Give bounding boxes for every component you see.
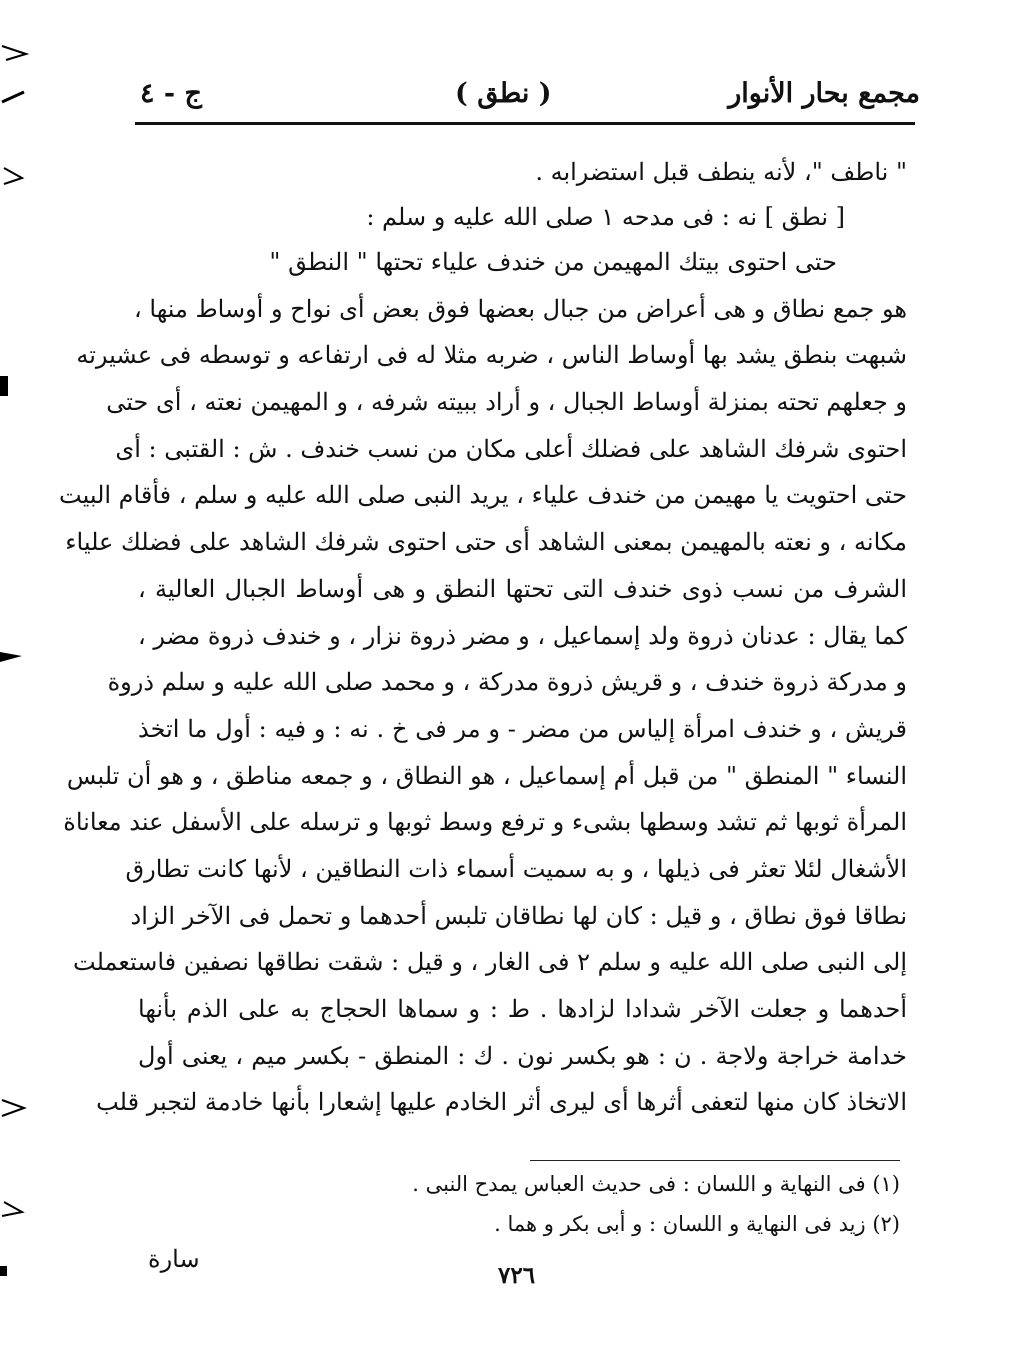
scan-edge-mark-icon xyxy=(0,646,30,666)
text-line: حتى احتويت يا مهيمن من خندف علياء ، يريد النبى صلى الله عليه و سلم ، فأقام البيت xyxy=(59,481,907,509)
text-line: كما يقال : عدنان ذروة ولد إسماعيل ، و مضر ذروة نزار ، و خندف ذروة مضر ، xyxy=(138,622,907,650)
footnote: (١) فى النهاية و اللسان : فى حديث العباس يمدح النبى . xyxy=(412,1172,900,1196)
text-line: و جعلهم تحته بمنزلة أوساط الجبال ، و أراد ببيته شرفه ، و المهيمن نعته ، أى حتى xyxy=(106,388,907,416)
text-line: و مدركة ذروة خندف ، و قريش ذروة مدركة ، و محمد صلى الله عليه و سلم ذروة xyxy=(107,668,907,696)
volume-number: ج - ٤ xyxy=(140,78,202,109)
entry-word: ( نطق ) xyxy=(455,78,552,109)
text-line: نطاقا فوق نطاق ، و قيل : كان لها نطاقان تلبس أحدهما و تحمل فى الآخر الزاد xyxy=(130,902,907,930)
text-line: الاتخاذ كان منها لتعفى أثرها أى ليرى أثر الخادم عليها إشعارا بأنها خادمة لتجبر قلب xyxy=(96,1088,907,1116)
scan-edge-mark-icon xyxy=(0,376,30,396)
owner-stamp: سارة xyxy=(148,1245,200,1273)
text-line: " ناطف "، لأنه ينطف قبل استضرابه . xyxy=(535,158,907,186)
text-line: [ نطق ] نه : فى مدحه ١ صلى الله عليه و سلم : xyxy=(366,203,845,231)
scan-edge-mark-icon xyxy=(0,1098,30,1118)
text-line: النساء " المنطق " من قبل أم إسماعيل ، هو النطاق ، و جمعه مناطق ، و هو أن تلبس xyxy=(66,762,907,790)
book-title: مجمع بحار الأنوار xyxy=(728,78,920,109)
scan-edge-mark-icon xyxy=(0,42,30,62)
scan-edge-mark-icon xyxy=(0,88,30,108)
text-line: خدامة خراجة ولاجة . ن : هو بكسر نون . ك : المنطق - بكسر ميم ، يعنى أول xyxy=(138,1042,907,1070)
header-rule xyxy=(135,122,915,125)
text-line: احتوى شرفك الشاهد على فضلك أعلى مكان من نسب خندف . ش : القتبى : أى xyxy=(115,435,907,463)
verse-line: حتى احتوى بيتك المهيمن من خندف علياء تحتها " النطق " xyxy=(269,248,837,276)
scan-edge-mark-icon xyxy=(0,1262,30,1282)
scan-edge-mark-icon xyxy=(0,1198,30,1218)
page-number: ٧٢٦ xyxy=(498,1262,536,1289)
text-line: الشرف من نسب ذوى خندف التى تحتها النطق و هى أوساط الجبال العالية ، xyxy=(138,575,908,603)
scan-edge-mark-icon xyxy=(0,166,30,186)
text-line: المرأة ثوبها ثم تشد وسطها بشىء و ترفع وسط ثوبها و ترسله على الأسفل عند معاناة xyxy=(63,808,907,836)
text-line: مكانه ، و نعته بالمهيمن بمعنى الشاهد أى حتى احتوى شرفك الشاهد على فضلك علياء xyxy=(65,528,907,556)
text-line: شبهت بنطق يشد بها أوساط الناس ، ضربه مثلا له فى ارتفاعه و توسطه فى عشيرته xyxy=(76,341,907,369)
text-line: هو جمع نطاق و هى أعراض من جبال بعضها فوق بعض أى نواح و أوساط منها ، xyxy=(134,295,907,323)
text-line: قريش ، و خندف امرأة إلياس من مضر - و مر فى خ . نه : و فيه : أول ما اتخذ xyxy=(138,715,907,743)
footnote: (٢) زيد فى النهاية و اللسان : و أبى بكر و هما . xyxy=(494,1212,900,1236)
text-line: أحدهما و جعلت الآخر شدادا لزادها . ط : و سماها الحجاج به على الذم بأنها xyxy=(138,995,907,1023)
footnote-rule xyxy=(530,1160,900,1161)
text-line: الأشغال لئلا تعثر فى ذيلها ، و به سميت أسماء ذات النطاقين ، لأنها كانت تطارق xyxy=(125,855,907,883)
text-line: إلى النبى صلى الله عليه و سلم ٢ فى الغار ، و قيل : شقت نطاقها نصفين فاستعملت xyxy=(73,948,907,976)
